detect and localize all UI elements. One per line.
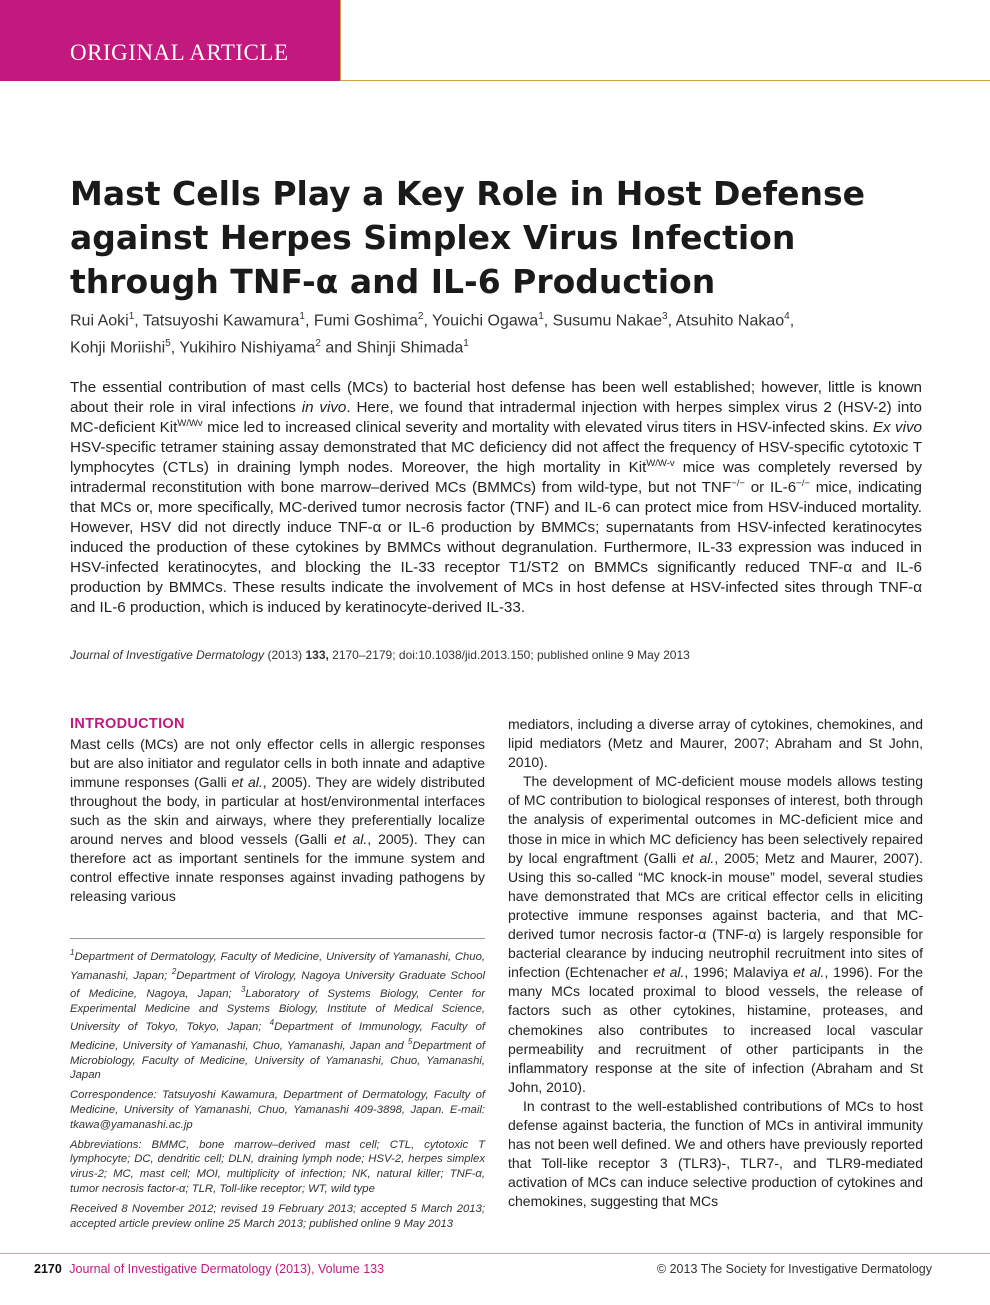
abstract-text: or IL-6 (744, 479, 797, 496)
abstract-superscript: W/Wv (177, 417, 203, 429)
abstract-italic: in vivo (301, 399, 347, 416)
author-name: Atsuhito Nakao (675, 312, 785, 330)
abstract-text: . Here, we found that intradermal injection with herpes simplex virus 2 (HSV-2) into MC-deficient Kit (70, 399, 922, 436)
abstract-text: mice was completely reversed by intradermal reconstitution with bone marrow–derived MCs (BMMCs) from wild-type, but not TNF (70, 459, 922, 496)
body-text: , 2005). They are widely distributed throughout the body, in particular at host/environmental interfaces such as the skin and airways, where they preferentially localize around nerves and blood vessels (Galli (70, 774, 485, 847)
author-affiliation-mark: 3 (662, 311, 668, 322)
author-name: Youichi Ogawa (432, 312, 539, 330)
body-italic: et al. (333, 831, 368, 847)
author-affiliation-mark: 5 (165, 338, 171, 350)
article-title: Mast Cells Play a Key Role in Host Defense against Herpes Simplex Virus Infection through TNF-α and IL-6 Production (70, 174, 866, 301)
abstract-italic: Ex vivo (872, 419, 922, 436)
affiliations: $^1$Department of Dermatology, Faculty of Medicine, University of Yamanashi, Chuo, Yamanashi, Japan; $^2$Department of Virology, Nagoya University Graduate School of Medicine, Nagoya, Japan; $^3$Laboratory of Systems Biology, Center for Experimental Medicine and Systems Biology, Institute of Medical Science, University of Tokyo, Tokyo, Japan; $^4$Department of Immunology, Faculty of Medicine, University of Yamanashi, Chuo, Yamanashi, Japan and $^5$Department of Microbiology, Faculty of Medicine, University of Yamanashi, Chuo, Yamanashi, Japan (70, 948, 485, 1082)
abbreviations: Abbreviations: BMMC, bone marrow–derived mast cell; CTL, cytotoxic T lymphocyte; DC, dendritic cell; DLN, draining lymph node; HSV-2, herpes simplex virus-2; MC, mast cell; MOI, multiplicity of infection; NK, natural killer; TNF-α, tumor necrosis factor-α; TLR, Toll-like receptor; WT, wild type (70, 1138, 485, 1195)
page-number: 2170 (34, 1262, 62, 1276)
correspondence: Correspondence: Tatsuyoshi Kawamura, Department of Dermatology, Faculty of Medicine, University of Yamanashi, Chuo, Yamanashi 409-3898, Japan. E-mail: tkawa@yamanashi.ac.jp (70, 1089, 485, 1131)
citation-volume: 133, (305, 648, 329, 662)
author-name: Rui Aoki (70, 312, 129, 330)
author-affiliation-mark: 1 (128, 311, 135, 322)
abstract-superscript: −/− (731, 477, 745, 489)
abstract-text: mice led to increased clinical severity and mortality with elevated virus titers in HSV-infected skins. (202, 419, 873, 436)
body-text: , 2005). They can therefore act as important sentinels for the immune system and control effective innate responses against invading pathogens by releasing various (70, 831, 485, 904)
footer-copyright: © 2013 The Society for Investigative Dermatology (656, 1262, 932, 1276)
footer-journal: Journal of Investigative Dermatology (2013), Volume 133 (69, 1262, 385, 1276)
citation-journal: Journal of Investigative Dermatology (70, 648, 265, 662)
banner-divider (340, 0, 341, 81)
author-list: Rui Aoki$^1$, Tatsuyoshi Kawamura$^1$, Fumi Goshima$^2$, Youichi Ogawa$^1$, Susumu Nakae$^3$, Atsuhito Nakao$^4$, Kohji Moriishi$^5$, Yukihiro Nishiyama$^2$ and Shinji Shimada$^1$ (70, 311, 795, 357)
author-affiliation-mark: 1 (463, 338, 469, 350)
footnotes (70, 946, 485, 1236)
author-name: Susumu Nakae (552, 312, 663, 330)
section-label: ORIGINAL ARTICLE (70, 40, 289, 65)
body-column-right (508, 715, 923, 1211)
author-affiliation-mark: 2 (417, 311, 424, 322)
section-banner (0, 0, 340, 81)
body-text: Mast cells (MCs) are not only effector cells in allergic responses but are also initiator and regulator cells in both innate and adaptive immune responses (Galli (70, 736, 485, 790)
author-name: Shinji Shimada (356, 339, 464, 357)
citation-doi: 2170–2179; doi:10.1038/jid.2013.150; published online 9 May 2013 (328, 648, 690, 662)
abstract (70, 378, 922, 618)
abstract-text: The essential contribution of mast cells (MCs) to bacterial host defense has been well established; however, little is known about their role in viral infections (70, 379, 922, 416)
author-affiliation-mark: 1 (538, 311, 544, 322)
abstract-text: HSV-specific tetramer staining assay demonstrated that MC deficiency did not affect the frequency of HSV-specific cytotoxic T lymphocytes (CTLs) in draining lymph nodes. Moreover, the high mortality in Kit (70, 439, 922, 476)
author-affiliation-mark: 4 (784, 311, 790, 322)
citation-year: (2013) (264, 648, 306, 662)
abstract-text: mice, indicating that MCs or, more specifically, MC-derived tumor necrosis factor (TNF) and IL-6 can protect mice from HSV-induced mortality. However, HSV did not directly induce TNF-α or IL-6 production by BMMCs; supernatants from HSV-infected keratinocytes induced the production of these cytokines by BMMCs without degranulation. Furthermore, IL-33 expression was induced in HSV-infected keratinocytes, and blocking the IL-33 receptor T1/ST2 on BMMCs significantly reduced TNF-α and IL-6 production by BMMCs. These results indicate the involvement of MCs in host defense at HSV-infected sites through TNF-α and IL-6 production, which is induced by keratinocyte-derived IL-33. (70, 479, 922, 616)
author-name: Yukihiro Nishiyama (179, 339, 316, 357)
footer-left (34, 1262, 384, 1276)
author-affiliation-mark: 1 (299, 311, 305, 322)
citation-line (70, 647, 930, 663)
footnote-divider (70, 938, 485, 939)
body-italic: et al. (231, 774, 263, 790)
paragraph: mediators, including a diverse array of cytokines, chemokines, and lipid mediators (Metz and Maurer, 2007; Abraham and St John, 2010). (508, 716, 923, 771)
author-affiliation-mark: 2 (315, 338, 321, 350)
body-column-left (70, 735, 485, 906)
author-name: Fumi Goshima (313, 312, 418, 330)
author-name: Kohji Moriishi (70, 339, 166, 357)
abstract-superscript: −/− (796, 477, 810, 489)
abstract-superscript: W/W-v (646, 457, 675, 469)
paragraph: The development of MC-deficient mouse models allows testing of MC contribution to biological responses of interest, both through the analysis of experimental outcomes in MC-deficient mice and those in mice in which MC deficiency has been selectively repaired by local engraftment (Galli et al., 2005; Metz and Maurer, 2007). Using this so-called “MC knock-in mouse” model, several studies have demonstrated that MCs are critical effector cells in eliciting protective immune responses against bacteria, and that MC-derived tumor necrosis factor-α (TNF-α) is largely responsible for bacterial clearance by inducing neutrophil recruitment into sites of infection (Echtenacher et al., 1996; Malaviya et al., 1996). For the many MCs located proximal to blood vessels, the release of factors such as other cytokines, histamine, proteases, and chemokines also contributes to increased local vascular permeability and recruitment of other participants in the inflammatory response at the site of infection (Abraham and St John, 2010). (508, 773, 924, 1095)
banner-rule (340, 80, 990, 81)
footer-rule (0, 1253, 990, 1254)
section-heading-introduction: INTRODUCTION (70, 716, 185, 732)
received-dates: Received 8 November 2012; revised 19 February 2013; accepted 5 March 2013; accepted article preview online 25 March 2013; published online 9 May 2013 (70, 1202, 485, 1230)
author-name: Tatsuyoshi Kawamura (142, 312, 300, 330)
paragraph: In contrast to the well-established contributions of MCs to host defense against bacteria, the function of MCs in antiviral immunity has not been well defined. We and others have previously reported that Toll-like receptor 3 (TLR3)-, TLR7-, and TLR9-mediated activation of MCs can induce selective production of cytokines and chemokines, suggesting that MCs (508, 1097, 923, 1210)
